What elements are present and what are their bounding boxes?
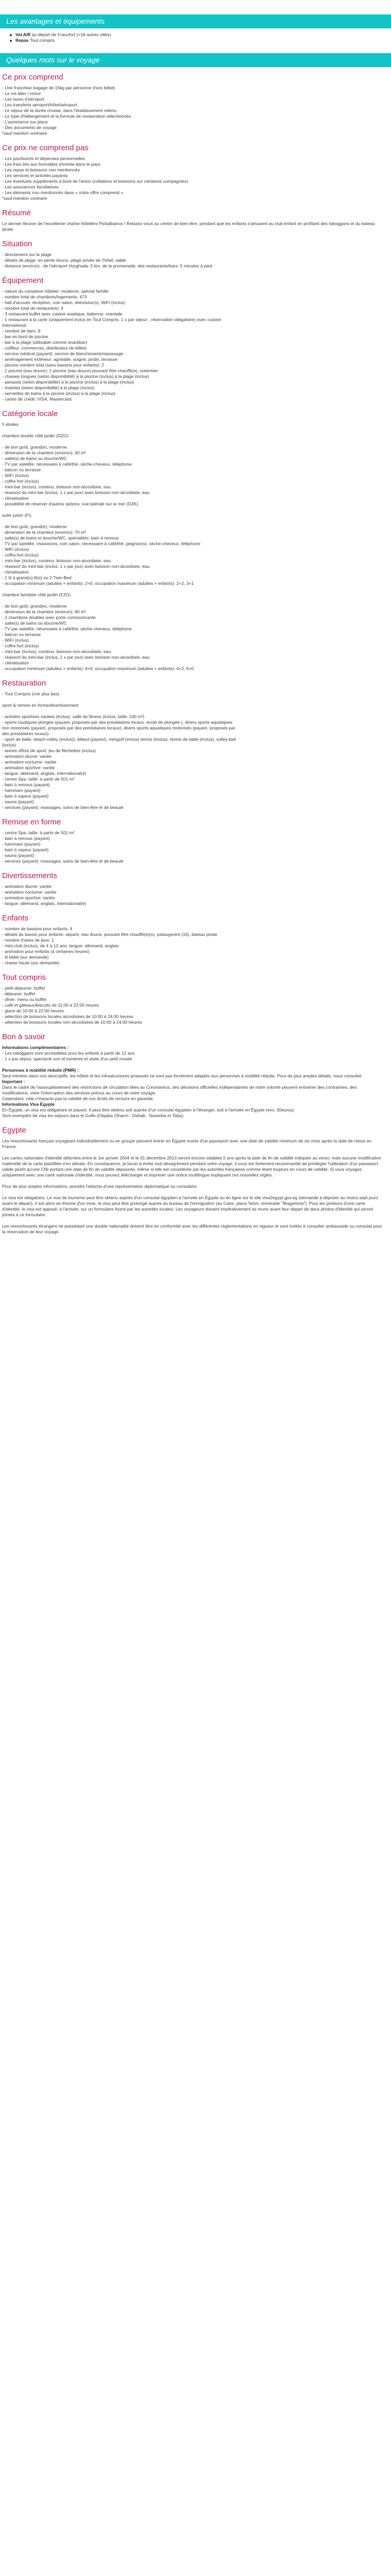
list-line: - lit bébé (sur demande): [2, 955, 49, 960]
list-line: - coffre-fort (inclus): [2, 479, 39, 484]
list-line: - parasols (selon disponibilité) à la piscine (inclus) à la plage (inclus): [2, 379, 135, 385]
list-line: - service médical (payant): service de blanchisserie/repassage: [2, 351, 123, 356]
entertainment-title: Divertissements: [2, 871, 57, 880]
list-line: - coffre-fort (inclus): [2, 643, 39, 648]
list-line: - sauna (payant): [2, 799, 34, 804]
list-line: - dimension de la chambre (environ): 40 m²: [2, 450, 86, 455]
list-line: - nombre d'aires de jeux: 1: [2, 937, 54, 943]
advantage-label: Repas: [15, 38, 29, 43]
egypt-paragraph-4: Le visa est obligatoire. Le visa de tourisme peut être obtenu auprès d'un consulat égyptien à l'arrivée en Égypte ou en ligne sur le site visa2egypt.gov.eg (demande à déposer au moins sept jours avant le départ). Il est alors en théorie d'un mois, le visa peut être prolongé auprès du bureau de l'immigration (au Caire, place Tahrir, immeuble "Mogamma"). Pour les porteurs d'une carte d'identité, le visa est apposé, à l'arrivée, sur un formulaire fourni par les autorités locales. Les voyageurs doivent impérativement se munir avant leur départ de deux photos d'identité qui seront jointes à ce formulaire.: [2, 1195, 379, 1217]
list-line: - bain à vapeur (payant): [2, 847, 49, 852]
list-line: - Les services et activités payants: [2, 173, 68, 178]
list-line: - chaise haute (sur demande): [2, 960, 60, 965]
list-line: international: [2, 323, 26, 328]
family-room-list: [2, 603, 391, 672]
list-line: - TV par satellite, nécessaire à café/thé, sèche-cheveux, téléphone: [2, 626, 132, 631]
list-line: *sauf mention contraire: [2, 131, 47, 136]
advantage-label: Vol A/R: [15, 32, 31, 37]
list-line: - animation diurne: variée: [2, 884, 52, 889]
list-line: - 1 x par séjour, spectacle son et lumières et visite d'un petit musée: [2, 1056, 133, 1061]
important-text-2: Cependant, cela n'impacte pas la validité de vos droits de recours en garantie.: [2, 1096, 154, 1101]
list-line: - Les repas et boissons non mentionnés: [2, 167, 80, 172]
egypt-paragraph-3: Pour de plus amples informations, prendre l'attache d'une représentation diplomatique ou consulaire.: [2, 1184, 198, 1189]
situation-title: Situation: [2, 240, 32, 248]
list-line: - Les toboggans sont accessibles pour les enfants à partir de 12 ans: [2, 1051, 135, 1056]
list-line: - langue: allemand, anglais, international(e): [2, 901, 87, 906]
egypt-paragraph-2: Les cartes nationales d'identité délivrées entre le 1er janvier 2004 et le 31 décembre 2013 seront encore valables 5 ans après la date de fin de validité indiquée au verso, mais aucune modification matérielle de la carte plastifiée n'en atteste. En conséquence, je facon à éviter tout désagrément pendant votre voyage, il vous est fortement recommandé de privilégier l'utilisation d'un passeport valide plutôt qu'une CNI portant une date de fin de validité dépassée, même si elle est considérée par les autorités françaises comme étant toujours en cours de validité. Si vous voyagez uniquement avec une carte nationale d'identité, vous pouvez télécharger et imprimer une notice multilingue expliquant ces nouvelles règles.: [2, 1155, 381, 1178]
list-line: - occupation minimum (adultes + enfants): 2+0, occupation maximum (adultes + enfants): 2+2, 3+1: [2, 581, 194, 586]
list-line: - hammam (payant): [2, 788, 41, 793]
suite-title: suite junior (FI): [2, 513, 31, 518]
list-line: - mini-bar (inclus), contenu: boisson non-alcoolisée, eau: [2, 649, 111, 654]
list-line: - 1 lit à grand(s) lit(s) ou 2 Twin-Bed: [2, 575, 72, 580]
list-line: - services (payant): massages, soins de bien-être et de beauté: [2, 805, 124, 810]
list-line: - coiffeur, commerces, distributeur de billets: [2, 345, 87, 351]
list-line: - autres offres de sport: jeu de fléchettes (inclus): [2, 748, 96, 753]
list-line: - Les frais liés aux formalités d'entrée dans le pays: [2, 162, 101, 167]
children-title: Enfants: [2, 914, 28, 923]
list-line: - sauna (payant): [2, 853, 34, 858]
list-line: - déjeuner: buffet: [2, 991, 36, 996]
goodtoknow-title: Bon à savoir: [2, 1032, 45, 1041]
list-line: (inclus): [2, 742, 17, 748]
fitness-title: Remise en forme: [2, 818, 61, 826]
restaurant-list: [2, 691, 391, 697]
fitness-list: [2, 830, 391, 864]
list-line: - nombre total de restaurants: 4: [2, 306, 63, 311]
list-line: - Tout Compris (voir plus bas): [2, 691, 59, 696]
list-line: - Une franchise bagage de 15kg par personne (hors bébé): [2, 85, 116, 90]
excluded-list: [2, 156, 391, 201]
list-line: - nombre de bassins pour enfants: 4: [2, 926, 73, 931]
list-line: - WiFi (inclus): [2, 638, 29, 643]
list-line: - mini-bar (inclus), contenu: boisson non-alcoolisée, eau: [2, 484, 111, 489]
egypt-paragraph-1: Les ressortissants français voyageant individuellement ou en groupe peuvent entrer en Égypte munis d'un passeport avec une date de validité minimum de six mois après la date de retour en France.: [2, 1138, 372, 1149]
list-line: - hammam (payant): [2, 841, 41, 847]
advantages-title: Les avantages et équipements: [6, 17, 105, 25]
list-line: - climatisation: [2, 496, 29, 501]
list-line: - balcon ou terrasse: [2, 632, 41, 637]
list-line: - détails de plage: en pente douce, plage privée de l'hôtel, sable: [2, 258, 126, 263]
visa-text-2: Sont exemptés de visa les séjours dans le Golfe d'Aqaba (Sharm - Dahab - Nuweiba et Taba).: [2, 1113, 185, 1118]
stars-text: 5 étoiles: [2, 422, 19, 427]
trip-description: [0, 73, 391, 1235]
suite-list: [2, 524, 391, 586]
advantage-text: Tout compris: [28, 38, 55, 43]
advantages-header: [0, 14, 391, 28]
equipment-list: [2, 289, 391, 402]
list-line: - cartes de crédit: VISA, Mastercard: [2, 396, 72, 402]
advantage-item-meals: [15, 38, 391, 43]
list-line: - 3 restaurant buffet avec cuisine asiatique, italienne, orientale: [2, 311, 123, 316]
egypt-paragraph-5: Les ressortissants étrangers ne possédant une double nationalité doivent être en conformité avec les différentes réglementations en vigueur et sont invités à consulter ambassade ou consulat pour la réservation de leur voyage.: [2, 1223, 382, 1234]
important-title: Important :: [2, 1079, 25, 1084]
double-room-title: chambre double côté jardin (DZG): [2, 433, 69, 438]
list-line: - Les éléments non mentionnés dans « notre offre comprend »: [2, 190, 123, 195]
list-line: - aménagement extérieur: agréable, soigné, jardin, terrasse: [2, 357, 118, 362]
list-line: - sport de balle: beach-volley (inclus)), billard (payant), minigolf (inclus) tennis (inclus), tennis de table (inclus), volley-ball: [2, 737, 236, 742]
family-room-title: chambre familiale côté jardin (FZG): [2, 592, 71, 597]
list-line: - 1 piscine (eau douce); 1 piscine (eau douce) pouvant être chauffé(e), solarmier: [2, 368, 158, 373]
list-line: - TV par satellite, nécessaire à café/thé, sèche-cheveux, téléphone: [2, 462, 132, 467]
list-line: - détails du bassin pour enfants: séparé, eau douce, pouvant être chauffé(e)(s), pataugeoire (16), bateau pirate: [2, 932, 218, 937]
summary-title: Résumé: [2, 209, 31, 217]
mobility-title: Personnes à mobilité réduite (PMR) :: [2, 1068, 79, 1073]
list-line: - climatisation: [2, 569, 29, 575]
list-line: - activités sportives variées (inclus): salle de fitness (inclus, taille: 100 m²): [2, 714, 144, 719]
list-line: - de bon goût, grand(e), moderne: [2, 524, 67, 529]
restaurant-title: Restauration: [2, 679, 46, 688]
list-line: - bain à vapeur (payant): [2, 793, 49, 799]
list-line: - sélection de boissons locales non-alcoolisées de 10:00 à 24:00 heures: [2, 1020, 142, 1025]
list-line: - animation nocturne: variée: [2, 889, 57, 895]
list-line: - salle(s) de bains ou douche/WC: [2, 456, 67, 461]
list-line: - café et gâteaux/biscuits de 11:00 à 22:00 heures: [2, 1003, 99, 1008]
advantages-list: [15, 32, 391, 43]
list-line: - TV par satellite, chaussons, coin salon, nécessaire à café/thé, peignoir(s), sèche-cheveux, téléphone: [2, 541, 201, 546]
list-line: - Les éventuels suppléments à bord de l'avion (collations et boissons sur certaines compagnies): [2, 179, 188, 184]
included-list: [2, 85, 391, 136]
keywords-title: Quelques mots sur le voyage: [6, 56, 100, 64]
list-line: - serviettes de bains à la piscine (inclus) à la plage (inclus): [2, 391, 116, 396]
list-line: - animation nocturne: variée: [2, 759, 57, 765]
list-line: - occupation minimum (adultes + enfants): 4+0, occupation maximum (adultes + enfants): 4+2, 6+0: [2, 666, 194, 671]
double-room-list: [2, 444, 391, 507]
list-line: - services (payant): massages, soins de bien-être et de beauté: [2, 858, 124, 864]
list-line: - Le séjour de la durée choisie, dans l'établissement retenu: [2, 108, 117, 113]
list-line: - centre Spa: taille: à partir de 501 m²: [2, 830, 75, 835]
list-line: - salle(s) de bains ou douche/WC: [2, 621, 67, 626]
sport-title: sport & remise en forme/divertissement: [2, 703, 78, 708]
list-line: - sports nautiques plongée (payant, proposés par des prestataires locaux, école de plongée ), divers sports aquatiques: [2, 720, 233, 725]
allinclusive-title: Tout compris: [2, 973, 46, 982]
list-line: - Le vol aller / retour: [2, 91, 41, 96]
list-line: - réassort du mini-bar (inclus, 1 x par jour) avec boisson non-alcoolisée, eau: [2, 490, 150, 495]
list-line: - possibilité de réserver d'autres options: vue latérale sur la mer (DZK): [2, 501, 138, 506]
list-line: - nombre de bars: 8: [2, 328, 41, 333]
allinclusive-list: [2, 985, 391, 1025]
advantage-item-flight: [15, 32, 391, 38]
equipment-title: Équipement: [2, 276, 44, 285]
list-line: - animation pour enfants (à certaines heures): [2, 949, 90, 954]
list-line: - Les taxes d'aéroport: [2, 97, 44, 102]
excluded-title: Ce prix ne comprend pas: [2, 144, 89, 152]
included-title: Ce prix comprend: [2, 73, 63, 82]
list-line: - Le type d'hébergement et la formule de restauration sélectionnés.: [2, 114, 133, 119]
list-line: - animation sportive: variée: [2, 895, 55, 900]
children-list: [2, 926, 391, 966]
list-line: - distance (environ) : de l'aéroport Hurghada: 5 km, de la promenade, des restaurants/bars: 5 minutes à pied: [2, 263, 213, 268]
list-line: *sauf mention contraire: [2, 196, 47, 201]
list-line: - Les transferts aéroport/hôtel/aéroport.: [2, 102, 78, 107]
list-line: - piscine nombre total (sans bassins pour enfants): 2: [2, 362, 104, 368]
list-line: - nature du complexe hôtelier: moderne, spécial famille: [2, 289, 109, 294]
list-line: - salle(s) de bains et douche/WC, spécialités: bain à remous: [2, 535, 119, 540]
list-line: - mini-bar (inclus), contenu: boisson non-alcoolisée, eau: [2, 558, 111, 563]
list-line: - dîner: menu ou buffet: [2, 997, 46, 1002]
list-line: - glace de 10:00 à 22:00 heures: [2, 1008, 64, 1013]
list-line: - réassort du mini-bar (inclus, 1 x par jour) avec boisson non-alcoolisée, eau: [2, 564, 150, 569]
goodtoknow-subtitle: Informations complémentaires :: [2, 1045, 69, 1050]
sport-list: [2, 714, 391, 810]
important-text: Dans le cadre de l'assouplissement des restrictions de circulation liées au Coronavirus, des décisions officielles indépendantes de notre volonté peuvent entraîner des contraintes, des modifications, voire l'interruption des services prévus au cours de votre voyage.: [2, 1085, 357, 1095]
list-line: - Des documents de voyage: [2, 125, 57, 130]
list-line: - chaises longues (selon disponibilité) à la piscine (inclus) à la plage (inclus): [2, 374, 149, 379]
list-line: - de bon goût, grand(e), moderne: [2, 444, 67, 450]
keywords-header: [0, 53, 391, 67]
list-line: - coffre-fort (inclus): [2, 552, 39, 558]
list-line: - bain à remous (payant): [2, 782, 50, 787]
list-line: - WiFi (inclus): [2, 547, 29, 552]
visa-text: En Égypte, un visa est obligatoire et payant. Il peut être obtenu soit auprès d'un consulat égyptien à l'étranger, soit à l'arrivée en Égypte (env. 30euros).: [2, 1107, 295, 1112]
list-line: - sélection de boissons locales alcoolisées de 10:00 à 24:00 heures: [2, 1014, 134, 1019]
mobility-text: Seul mention dans nos descriptifs, les hôtels et les infrastructures proposés ne sont pas forcément adaptés aux personnes à mobilité réduite. Pour de plus amples détails, nous consulter.: [2, 1073, 363, 1078]
list-line: - climatisation: [2, 660, 29, 665]
list-line: - hall d'accueil, réception, coin salon, téléviseur(s), WiFi (inclus): [2, 300, 125, 305]
list-line: - directement sur la plage: [2, 252, 52, 257]
list-line: - animation diurne: variée: [2, 754, 52, 759]
list-line: - Les assurances facultatives: [2, 184, 59, 189]
list-line: - nombre total de chambres/logements: 473: [2, 294, 87, 299]
list-line: - dimension de la chambre (environ): 70 m²: [2, 530, 86, 535]
list-line: - animation sportive: variée: [2, 765, 55, 770]
summary-text: Le dernier fleuron de l'excellente chaîne hôtelière Pickalbatros ! Relaxez-vous au centre de bien-être, pendant que les enfants s'amusent au club enfant en profitant des toboggans et du bateau pirate.: [2, 221, 375, 232]
list-line: non motorisés (payant, proposés par des prestataires locaux), divers sports aquatiques motorisés (payant, proposés par: [2, 725, 236, 730]
list-line: - petit-déjeuner: buffet: [2, 985, 45, 991]
list-line: - bar en bord de piscine: [2, 334, 48, 339]
list-line: - balcon ou terrasse: [2, 467, 41, 472]
list-line: - mini-club (inclus), de 4 à 12 ans, langue: allemand, anglais: [2, 943, 119, 948]
list-line: - langue: allemand, anglais, international(e): [2, 771, 87, 776]
advantage-text: au départ de Francfort (+18 autres villes): [30, 32, 111, 37]
list-line: - bain à remous (payant): [2, 836, 50, 841]
list-line: - 2 chambres doubles avec porte communicante: [2, 615, 96, 620]
list-line: - L'assistance sur place: [2, 119, 48, 124]
list-line: - matelas (selon disponibilité) à la plage (inclus): [2, 385, 95, 390]
list-line: - réassort du mini-bar (inclus, 1 x par jour) avec boisson non-alcoolisée, eau: [2, 655, 150, 660]
list-line: - dimension de la chambre (environ): 80 m²: [2, 609, 86, 614]
list-line: des prestataires locaux): [2, 731, 49, 736]
visa-title: Informations Visa Égypte: [2, 1102, 55, 1107]
list-line: - centre Spa: taille: à partir de 501 m²: [2, 776, 75, 782]
list-line: - de bon goût, grand(e), moderne: [2, 603, 67, 609]
list-line: - 1 restaurant à la carte (uniquement inclus en Tout Compris, 1 x par séjour , réservation obligatoire) avec cuisine: [2, 317, 221, 322]
page: [0, 14, 391, 1235]
list-line: - WiFi (inclus): [2, 473, 29, 478]
category-title: Catégorie locale: [2, 409, 58, 418]
egypt-title: Egypte: [2, 1126, 26, 1135]
situation-list: [2, 252, 391, 269]
category-stars: [2, 422, 391, 427]
goodtoknow-list: [2, 1051, 391, 1062]
entertainment-list: [2, 884, 391, 907]
list-line: - bar à la plage (utilisable comme snackbar): [2, 340, 87, 345]
list-line: - Les pourboires et dépenses personnelles: [2, 156, 85, 161]
